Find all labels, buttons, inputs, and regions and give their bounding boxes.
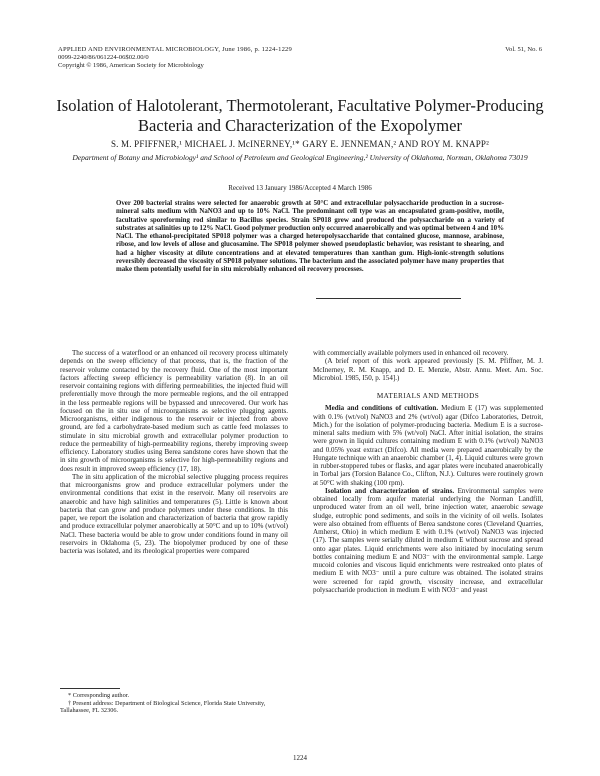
intro-continuation: with commercially available polymers used in enhanced oil recovery. [313, 349, 509, 357]
issn-line: 0099-2240/86/061224-06$02.00/0 [58, 54, 149, 61]
abstract: Over 200 bacterial strains were selected for anaerobic growth at 50°C and extracellular polysaccharide production in a sucrose-mineral salts medium with NaNO3 and up to 10% NaCl. The predominant cell type was an encapsulated gram-positive, motile, facultative sporeforming rod similar to Bacillus species. Strain SP018 grew and produced the polysaccharide on a variety of substrates at salinities up to 12% NaCl. Good polymer production only occurred anaerobically and was optimal between 4 and 10% NaCl. The ethanol-precipitated SP018 polymer was a charged heteropolysaccharide that contained glucose, mannose, arabinose, ribose, and low levels of allose and glucosamine. The SP018 polymer showed pseudoplastic behavior, was resistant to shearing, and had a higher viscosity at dilute concentrations and at elevated temperatures than xanthan gum. High-ionic-strength solutions reversibly decreased the viscosity of SP018 polymer solutions. The bacterium and the associated polymer have many properties that make them potentially useful for in situ microbially enhanced oil recovery processes. [116, 200, 504, 274]
intro-paragraph-2: The in situ application of the microbial selective plugging process requires that microorganisms grow and produce extracellular polymers under the environmental conditions that exist in the reservoir. Many oil reservoirs are anaerobic and have high salinities and temperatures (5). Little is known about bacteria that can grow and produce polymers under these conditions. In this paper, we report the isolation and characterization of bacteria that grow rapidly and produce extracellular polymer anaerobically at 50°C and up to 10% (wt/vol) NaCl. These bacteria would be able to grow under conditions found in many oil reservoirs in Oklahoma (5, 23). The biopolymer produced by one of these bacteria was isolated, and its rheological properties were compared [60, 472, 288, 555]
page-number: 1224 [293, 754, 307, 762]
footnote-divider [60, 688, 120, 689]
media-text: Medium E (17) was supplemented with 0.1% (wt/vol) NaNO3 and 2% (wt/vol) agar (Difco Laboratories, Detroit, Mich.) for the isolation of polymer-producing bacteria. Medium E is a sucrose-mineral salts medium with 5% (wt/vol) NaCl. After initial isolation, the strains were grown in liquid cultures containing medium E with 0.1% (wt/vol) NaNO3 and 0.05% yeast extract (Difco). All media were prepared anaerobically by the Hungate technique with an anaerobic chamber (1, 4). Liquid cultures were grown in rubber-stoppered tubes or flasks, and agar plates were incubated anaerobically in Torbal jars (Torsion Balance Co., Clifton, N.J.). Cultures were routinely grown at 50°C with shaking (100 rpm). [313, 404, 544, 487]
media-paragraph [313, 404, 543, 487]
copyright-line: Copyright © 1986, American Society for Microbiology [58, 62, 204, 69]
intro-paragraph-1: The success of a waterflood or an enhanced oil recovery process ultimately depends on the sweep efficiency of that process, that is, the fraction of the reservoir volume contacted by the recovery fluid. One of the most important factors affecting sweep efficiency is permeability variation (8). In an oil reservoir containing regions with differing permeabilities, the injected fluid will preferentially move through the more permeable regions, and the oil entrapped in the less permeable regions will be bypassed and unrecovered. Our work has focused on the in situ use of microorganisms as selective plugging agents. Microorganisms, either indigenous to the reservoir or injected from above ground, are fed a carbohydrate-based medium such as cattle feed molasses to stimulate in situ microbial growth and extracellular polymer production to reduce the permeability of high-permeability regions, thereby improving sweep efficiency. Laboratory studies using Berea sandstone cores have shown that the in situ growth of microorganisms is selective for high-permeability regions and does result in improved sweep efficiency (17, 18). [60, 349, 288, 473]
footnotes [60, 692, 288, 715]
left-column [60, 349, 288, 555]
abstract-divider [316, 298, 461, 299]
right-column [313, 349, 543, 594]
isolation-text: Environmental samples were obtained locally from aquifer material underlying the Norman Landfill, unproduced water from an oil well, brine injection water, anaerobic sewage sludge, eutrophic pond sediments, and soils in the vicinity of oil wells. Isolates were also obtained from effluents of Berea sandstone cores (Cleveland Quarries, Amherst, Ohio) in which medium E with 0.1% (wt/vol) NaNO3 was injected (17). The samples were serially diluted in medium E without sucrose and spread onto agar plates. Liquid enrichments were also initiated by inoculating serum bottles containing medium E and NO3⁻ with the environmental sample. Large mucoid colonies and viscous liquid enrichments were restreaked onto plates of medium E with NO3⁻ until a pure culture was obtained. The isolated strains were screened for rapid growth, viscosity increase, and extracellular polysaccharide production in medium E with NO3⁻ and yeast [313, 486, 543, 594]
volume-label: Vol. 51, No. 6 [505, 46, 542, 53]
isolation-subheading: Isolation and characterization of strains. [325, 486, 455, 495]
author-list: S. M. PFIFFNER,¹ MICHAEL J. McINERNEY,¹* GARY E. JENNEMAN,² AND ROY M. KNAPP² [110, 139, 490, 149]
section-heading-methods: MATERIALS AND METHODS [376, 392, 480, 400]
journal-citation: APPLIED AND ENVIRONMENTAL MICROBIOLOGY, June 1986, p. 1224-1229 [58, 46, 293, 53]
media-subheading: Media and conditions of cultivation. [325, 404, 439, 413]
affiliation: Department of Botany and Microbiology¹ and School of Petroleum and Geological Engineering,² University of Oklahoma, Norman, Oklahoma 73019 [72, 153, 528, 162]
received-date: Received 13 January 1986/Accepted 4 March 1986 [228, 184, 372, 192]
journal-header [58, 46, 358, 70]
isolation-paragraph [313, 487, 543, 594]
footnote-present-address: † Present address: Department of Biological Science, Florida State University, Tallahassee, FL 32306. [60, 699, 266, 715]
paper-title: Isolation of Halotolerant, Thermotolerant, Facultative Polymer-Producing Bacteria and Characterization of the Exopolymer [56, 96, 544, 135]
brief-report-note: (A brief report of this work appeared previously [S. M. Pfiffner, M. J. McInerney, R. M. Knapp, and D. E. Menzie, Abstr. Annu. Meet. Am. Soc. Microbiol. 1985, I50, p. 154].) [313, 357, 543, 382]
footnote-corresponding: * Corresponding author. [68, 692, 130, 699]
